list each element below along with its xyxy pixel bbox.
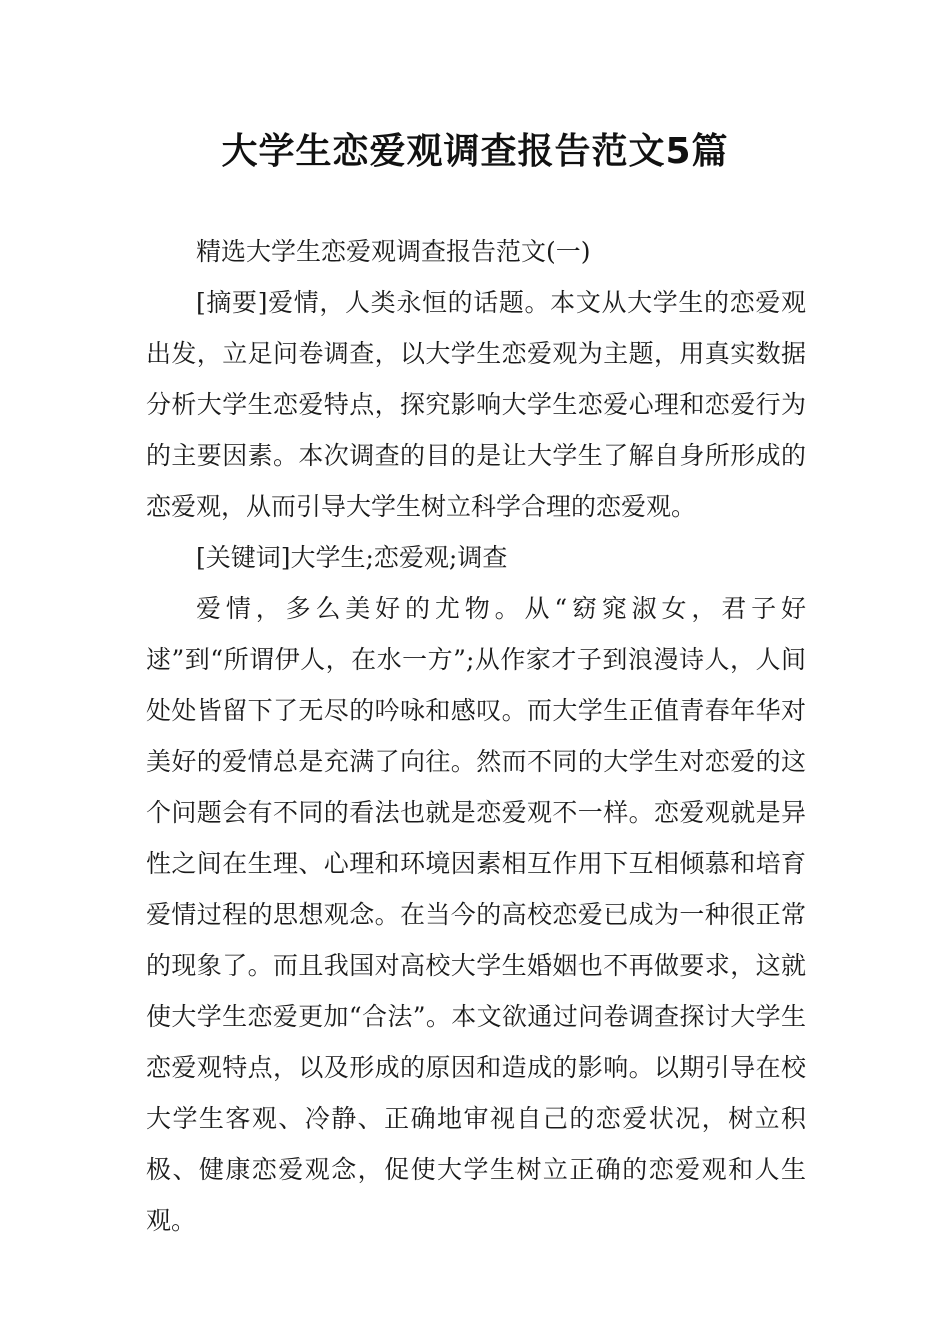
keywords-paragraph: [关键词]大学生;恋爱观;调查 xyxy=(196,543,508,572)
body-paragraph: 爱情，多么美好的尤物。从“窈窕淑女，君子好逑”到“所谓伊人，在水一方”;从作家才子到浪漫诗人，人间处处皆留下了无尽的吟咏和感叹。而大学生正值青春年华对美好的爱情总是充满了向往。然而不同的大学生对恋爱的这个问题会有不同的看法也就是恋爱观不一样。恋爱观就是异性之间在生理、心理和环境因素相互作用下互相倾慕和培育爱情过程的思想观念。在当今的高校恋爱已成为一种很正常的现象了。而且我国对高校大学生婚姻也不再做要求，这就使大学生恋爱更加“合法”。本文欲通过问卷调查探讨大学生恋爱观特点，以及形成的原因和造成的影响。以期引导在校大学生客观、冷静、正确地审视自己的恋爱状况，树立积极、健康恋爱观念，促使大学生树立正确的恋爱观和人生观。 xyxy=(146,594,806,1235)
document-title: 大学生恋爱观调查报告范文5篇 xyxy=(221,131,729,172)
abstract-paragraph: [摘要]爱情，人类永恒的话题。本文从大学生的恋爱观出发，立足问卷调查，以大学生恋爱观为主题，用真实数据分析大学生恋爱特点，探究影响大学生恋爱心理和恋爱行为的主要因素。本次调查的目的是让大学生了解自身所形成的恋爱观，从而引导大学生树立科学合理的恋爱观。 xyxy=(146,288,806,521)
section-heading: 精选大学生恋爱观调查报告范文(一) xyxy=(196,237,591,266)
document-body xyxy=(146,226,806,1246)
